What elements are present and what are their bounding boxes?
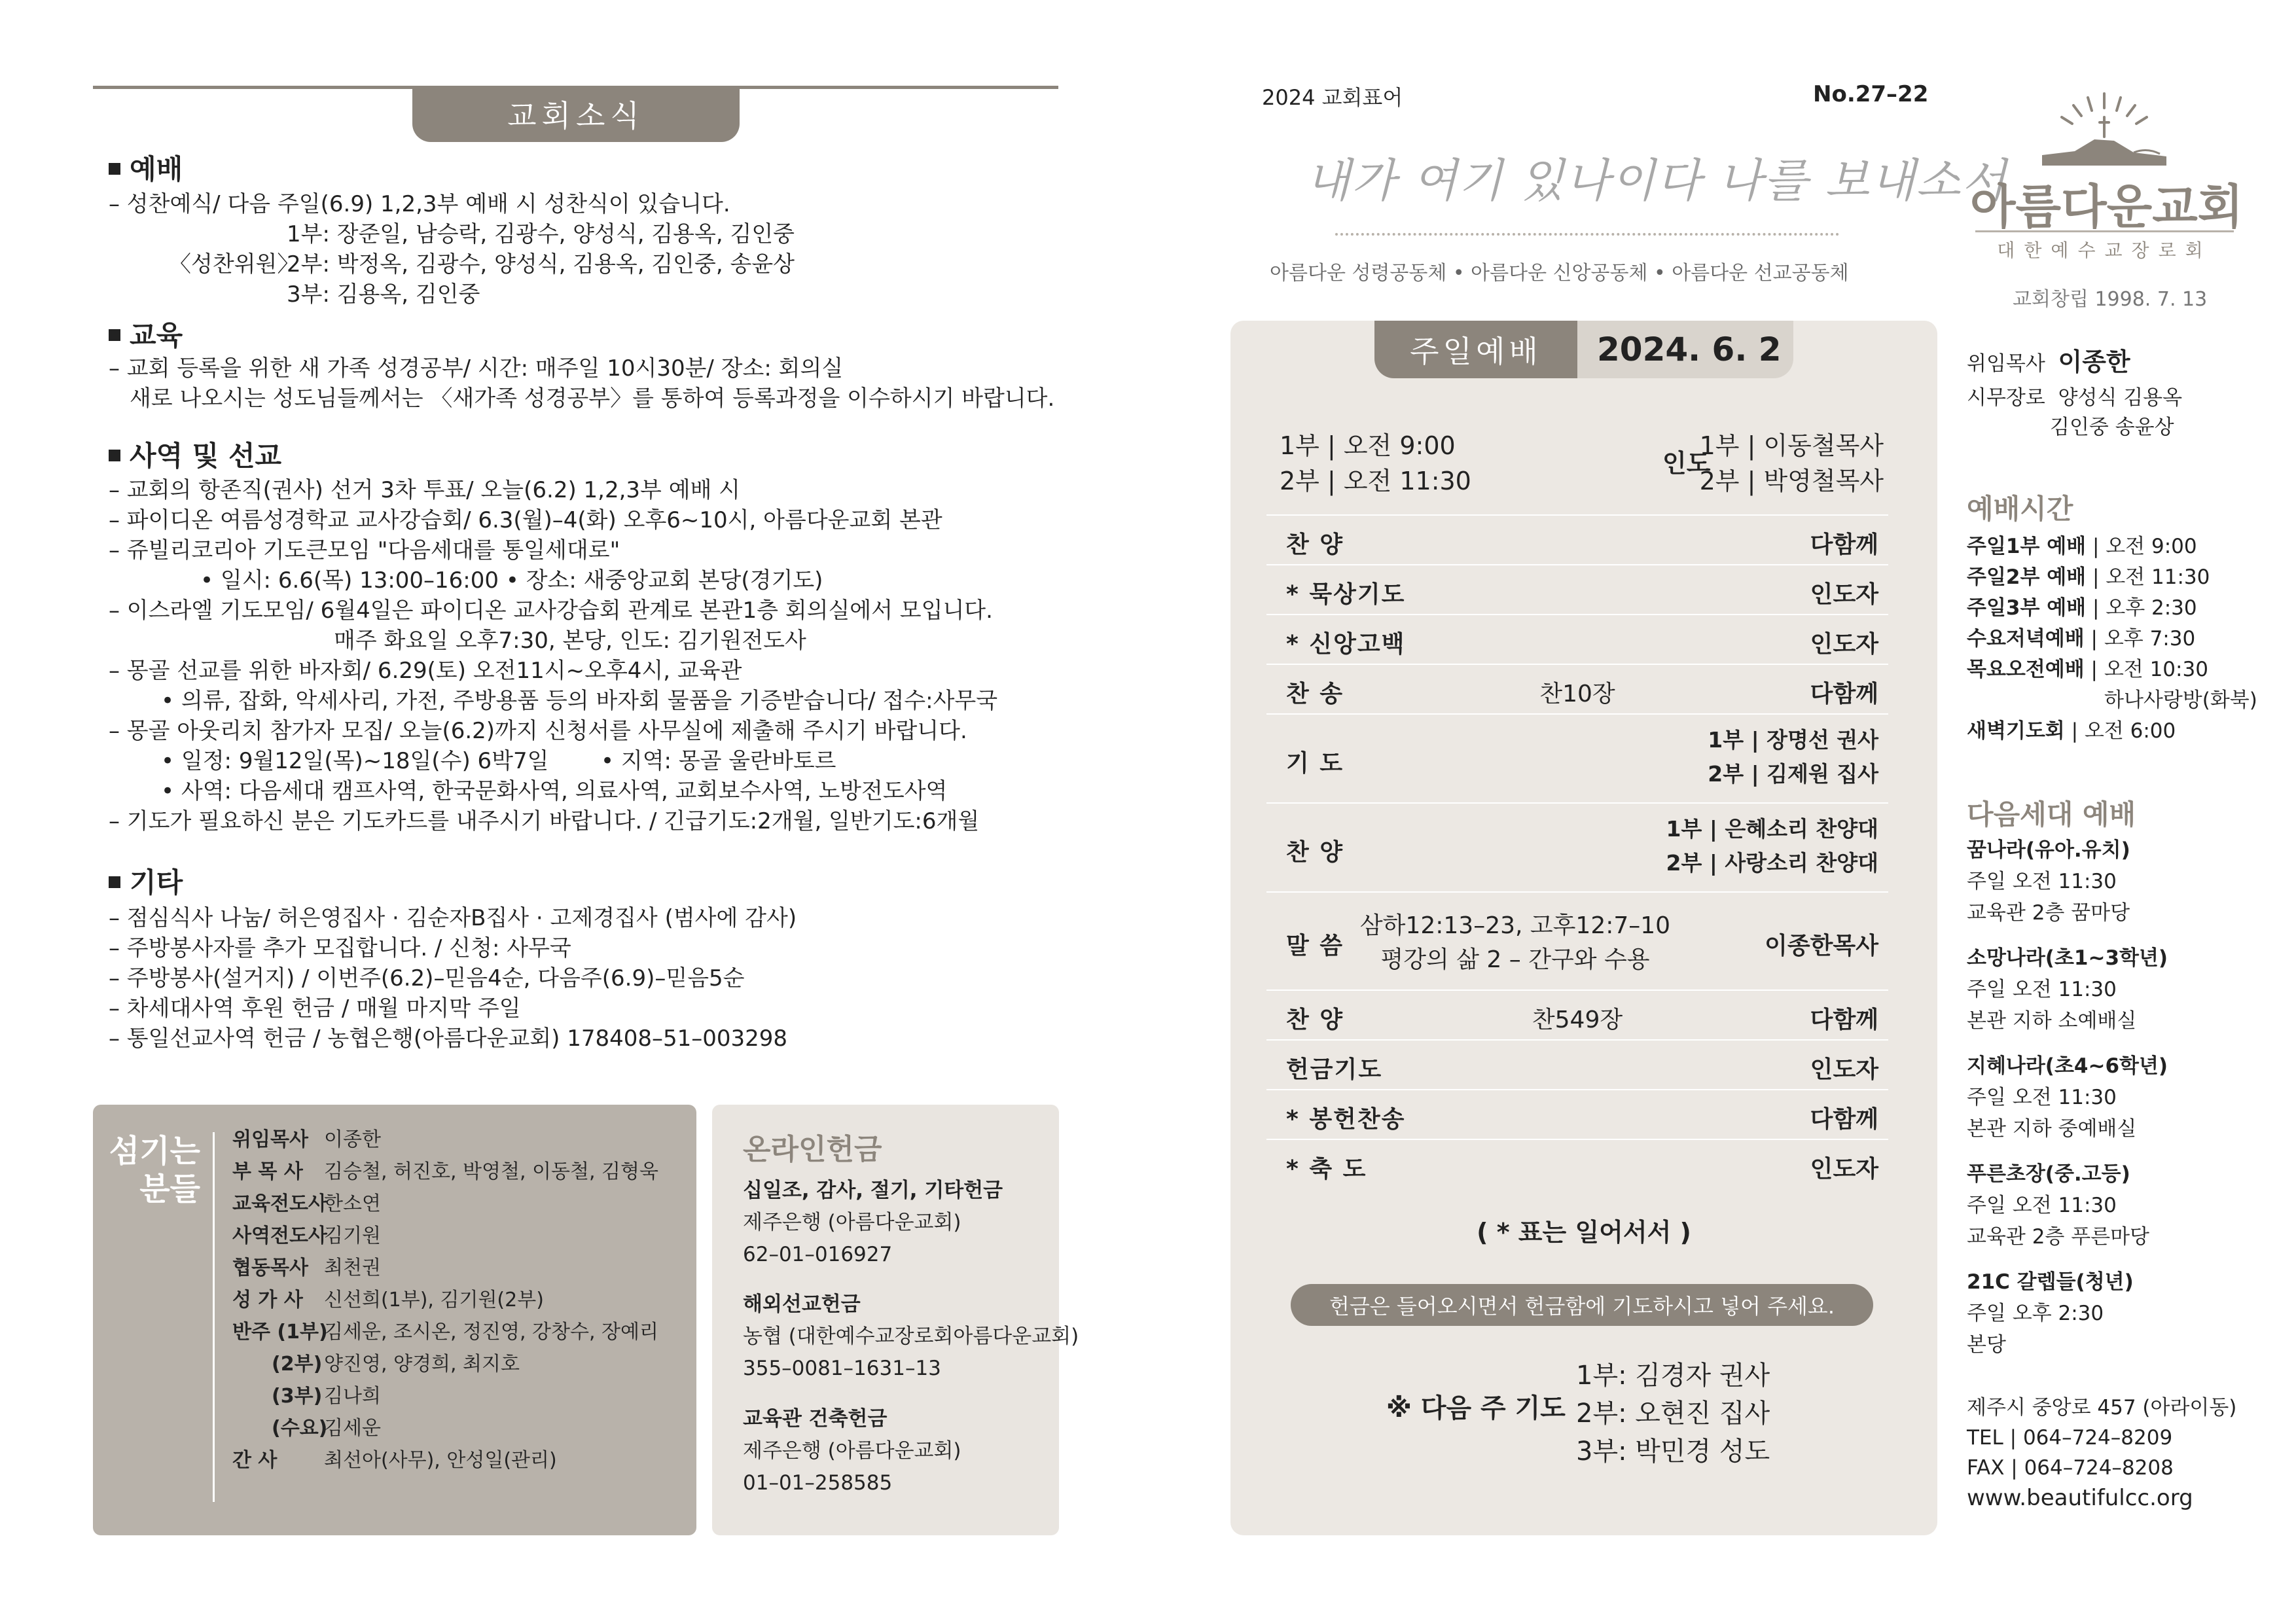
telephone: TEL | 064–724–8209 xyxy=(1967,1426,2173,1450)
servants-divider xyxy=(213,1132,215,1502)
next-gen-place: 본관 지하 소예배실 xyxy=(1967,1009,2137,1033)
servant-name: 김기원 xyxy=(324,1224,381,1247)
church-logo-icon xyxy=(2036,88,2173,173)
news-line: – 이스라엘 기도모임/ 6월4일은 파이디온 교사강습회 관계로 본관1층 회의실에서 모입니다. xyxy=(109,597,993,624)
established-date: 교회창립 1998. 7. 13 xyxy=(2013,288,2208,311)
servant-role: 성 가 사 xyxy=(232,1289,303,1311)
servant-row xyxy=(232,1351,520,1378)
next-gen-time: 주일 오전 11:30 xyxy=(1967,870,2117,893)
order-item-name: * 묵상기도 xyxy=(1286,581,1406,608)
elders-line: 시무장로 양성식 김용옥 xyxy=(1967,386,2183,410)
news-line: – 점심식사 나눔/ 허은영집사 · 김순자B집사 · 고제경집사 (범사에 감사) xyxy=(109,905,797,931)
next-gen-name: 소망나라(초1~3학년) xyxy=(1967,946,2168,970)
news-line: – 교회의 항존직(권사) 선거 3차 투표/ 오늘(6.2) 1,2,3부 예배 시 xyxy=(109,477,741,503)
next-generation-heading: 다음세대 예배 xyxy=(1967,798,2136,830)
service-time-row xyxy=(1967,593,2197,623)
order-item-leader: 인도자 xyxy=(1810,631,1878,658)
service-time-label: 주일3부 예배 xyxy=(1967,596,2087,620)
order-item-name: 말 씀 xyxy=(1286,933,1344,959)
order-item-leader: 다함께 xyxy=(1810,1007,1878,1033)
next-gen-place: 본관 지하 중예배실 xyxy=(1967,1117,2137,1141)
worship-news-heading: 예배 xyxy=(109,148,183,187)
order-item-detail: 찬10장 xyxy=(1539,681,1615,707)
news-line: • 의류, 잡화, 악세사리, 가전, 주방용품 등의 바자회 물품을 기증받습니다/ 접수:사무국 xyxy=(161,688,998,714)
news-line: – 교회 등록을 위한 새 가족 성경공부/ 시간: 매주일 10시30분/ 장소: 회의실 xyxy=(109,355,844,382)
square-bullet-icon xyxy=(109,163,120,175)
order-row xyxy=(1266,564,1888,615)
news-line: 3부: 김용옥, 김인중 xyxy=(287,281,480,308)
motto-label: 2024 교회표어 xyxy=(1262,85,1403,110)
servant-role: 사역전도사 xyxy=(232,1224,327,1247)
servant-role: 교육전도사 xyxy=(232,1192,327,1215)
offering-account: 62–01–016927 xyxy=(743,1243,893,1266)
order-row xyxy=(1266,990,1888,1041)
church-name: 아름다운교회 xyxy=(1970,179,2244,234)
news-line: • 지역: 몽골 울란바토르 xyxy=(601,748,836,774)
order-item-name: 찬 양 xyxy=(1286,1007,1344,1033)
order-item-leader: 다함께 xyxy=(1810,531,1878,558)
order-item-name: 기 도 xyxy=(1286,750,1344,777)
next-gen-time: 주일 오전 11:30 xyxy=(1967,1086,2117,1109)
next-gen-name: 지혜나라(초4~6학년) xyxy=(1967,1054,2168,1078)
next-gen-name: 푸른초장(중.고등) xyxy=(1967,1162,2130,1186)
standing-note: ( * 표는 일어서서 ) xyxy=(1477,1218,1691,1247)
servant-role: 협동목사 xyxy=(232,1257,308,1279)
order-item-leader: 다함께 xyxy=(1810,681,1878,707)
order-item-name: 찬 양 xyxy=(1286,531,1344,558)
order-item-name: * 신앙고백 xyxy=(1286,631,1406,658)
church-motto-verse: 내가 여기 있나이다 나를 보내소서 xyxy=(1306,154,2007,207)
news-line: • 일시: 6.6(목) 13:00–16:00 • 장소: 새중앙교회 본당(경기도) xyxy=(200,567,823,594)
news-line: 1부: 장준일, 남승락, 김광수, 양성식, 김용옥, 김인중 xyxy=(287,221,795,247)
order-item-name: * 봉헌찬송 xyxy=(1286,1106,1406,1133)
servant-name: 한소연 xyxy=(324,1192,381,1215)
next-gen-place: 교육관 2층 꿈마당 xyxy=(1967,901,2130,925)
order-row xyxy=(1266,1139,1888,1190)
order-item-detail: 찬549장 xyxy=(1532,1007,1623,1033)
next-gen-time: 주일 오전 11:30 xyxy=(1967,978,2117,1001)
news-line: 새로 나오시는 성도님들께서는 〈새가족 성경공부〉를 통하여 등록과정을 이수하시기 바랍니다. xyxy=(130,385,1055,412)
worship-tab: 주일예배 xyxy=(1374,321,1577,378)
offering-account: 355–0081–1631–13 xyxy=(743,1357,941,1380)
order-item-leader: 1부 | 장명선 권사 xyxy=(1708,727,1878,753)
worship-date: 2024. 6. 2 xyxy=(1597,330,1782,368)
etc-heading: 기타 xyxy=(109,861,183,901)
servant-row xyxy=(232,1127,381,1153)
sermon-scripture: 삼하12:13–23, 고후12:7–10 xyxy=(1359,912,1671,939)
order-item-name: 헌금기도 xyxy=(1286,1056,1383,1083)
order-item-name: * 축 도 xyxy=(1286,1156,1367,1183)
next-gen-time: 주일 오후 2:30 xyxy=(1967,1302,2104,1325)
order-row xyxy=(1266,713,1888,804)
news-line: • 일정: 9월12일(목)~18일(수) 6박7일 xyxy=(161,748,549,774)
servant-name: 김세운, 조시온, 정진영, 강창수, 장예리 xyxy=(324,1321,658,1344)
dotted-divider xyxy=(1335,233,1839,236)
news-line: 2부: 박정옥, 김광수, 양성식, 김용옥, 김인중, 송윤상 xyxy=(287,251,795,277)
servant-name: 김나희 xyxy=(324,1385,381,1408)
news-line: – 주방봉사(설거지) / 이번주(6.2)–믿음4순, 다음주(6.9)–믿음5순 xyxy=(109,965,745,991)
order-item-leader: 2부 | 김제원 집사 xyxy=(1708,761,1878,787)
mission-heading: 사역 및 선교 xyxy=(109,435,281,474)
offering-note: 헌금은 들어오시면서 헌금함에 기도하시고 넣어 주세요. xyxy=(1291,1284,1873,1326)
service-time-1: 1부 | 오전 9:00 xyxy=(1280,431,1456,460)
order-row xyxy=(1266,614,1888,665)
service-time-row xyxy=(1967,654,2208,685)
order-item-leader: 다함께 xyxy=(1810,1106,1878,1133)
square-bullet-icon xyxy=(109,450,120,461)
servant-role: (2부) xyxy=(272,1353,323,1376)
servant-row xyxy=(232,1448,557,1474)
servant-row xyxy=(232,1383,381,1410)
servants-title: 섬기는 분들 xyxy=(109,1133,200,1207)
elders-line-2: 김인중 송윤상 xyxy=(2050,416,2174,439)
servant-name: 이종한 xyxy=(324,1128,381,1151)
news-line: – 파이디온 여름성경학교 교사강습회/ 6.3(월)–4(화) 오후6~10시, 아름다운교회 본관 xyxy=(109,507,942,533)
order-item-leader: 1부 | 은혜소리 찬양대 xyxy=(1666,816,1878,842)
leader-label: 인도 xyxy=(1662,449,1711,478)
next-prayer-1: 1부: 김경자 권사 xyxy=(1576,1361,1770,1391)
servant-row xyxy=(232,1223,381,1249)
leader-2: 2부 | 박영철목사 xyxy=(1699,467,1884,495)
denomination: 대한예수교장로회 xyxy=(1975,230,2234,262)
servant-role: 위임목사 xyxy=(232,1128,308,1151)
news-line: – 주방봉사자를 추가 모집합니다. / 신청: 사무국 xyxy=(109,935,571,961)
offering-group-title: 해외선교헌금 xyxy=(743,1293,861,1316)
issue-number: No.27–22 xyxy=(1813,81,1929,107)
news-line: 매주 화요일 오후7:30, 본당, 인도: 김기원전도사 xyxy=(334,628,806,654)
square-bullet-icon xyxy=(109,876,120,888)
servant-name: 김승철, 허진호, 박영철, 이동철, 김형욱 xyxy=(324,1160,658,1183)
offering-group-title: 교육관 건축헌금 xyxy=(743,1407,888,1431)
offering-bank: 농협 (대한예수교장로회아름다운교회) xyxy=(743,1325,1079,1348)
news-line: – 쥬빌리코리아 기도큰모임 "다음세대를 통일세대로" xyxy=(109,537,620,563)
next-gen-name: 21C 갈렙들(청년) xyxy=(1967,1270,2134,1294)
servant-row xyxy=(232,1255,381,1281)
website-link[interactable]: www.beautifulcc.org xyxy=(1967,1485,2193,1511)
order-row xyxy=(1266,1039,1888,1090)
order-row xyxy=(1266,664,1888,715)
service-time-label: 수요저녁예배 xyxy=(1967,627,2085,651)
servant-row xyxy=(232,1159,658,1185)
service-times-heading: 예배시간 xyxy=(1967,493,2073,525)
service-time-value: | 오후 2:30 xyxy=(2086,596,2197,620)
order-row xyxy=(1266,891,1888,991)
order-row xyxy=(1266,1089,1888,1140)
servant-name: 최천권 xyxy=(324,1257,381,1279)
address: 제주시 중앙로 457 (아라이동) xyxy=(1967,1396,2237,1419)
service-time-row xyxy=(1967,624,2195,654)
next-gen-place: 본당 xyxy=(1967,1333,2006,1357)
news-line: 〈성찬위원〉 xyxy=(169,251,300,277)
offering-account: 01–01–258585 xyxy=(743,1471,893,1495)
order-row xyxy=(1266,802,1888,893)
service-time-value: | 오전 6:00 xyxy=(2064,719,2176,743)
service-time-row xyxy=(1967,531,2197,562)
service-time-label: 주일1부 예배 xyxy=(1967,535,2087,558)
order-row xyxy=(1266,514,1888,565)
next-gen-name: 꿈나라(유아.유치) xyxy=(1967,838,2130,862)
service-time-label: 주일2부 예배 xyxy=(1967,565,2087,589)
order-item-leader: 2부 | 사랑소리 찬양대 xyxy=(1666,850,1878,876)
order-item-leader: 이종한목사 xyxy=(1765,933,1878,959)
service-time-row xyxy=(2104,685,2257,715)
servant-name: 최선아(사무), 안성일(관리) xyxy=(324,1449,557,1472)
news-line: – 기도가 필요하신 분은 기도카드를 내주시기 바랍니다. / 긴급기도:2개월, 일반기도:6개월 xyxy=(109,808,980,834)
community-slogans: 아름다운 성령공동체 • 아름다운 신앙공동체 • 아름다운 선교공동체 xyxy=(1270,262,1849,285)
service-time-row xyxy=(1967,562,2210,592)
servant-role: 반주 (1부) xyxy=(232,1321,328,1344)
sermon-title: 평강의 삶 2 – 간구와 수용 xyxy=(1380,946,1650,973)
news-line: – 통일선교사역 헌금 / 농협은행(아름다운교회) 178408–51–003298 xyxy=(109,1026,788,1052)
order-item-name: 찬 송 xyxy=(1286,681,1344,707)
news-line: – 성찬예식/ 다음 주일(6.9) 1,2,3부 예배 시 성찬식이 있습니다. xyxy=(109,191,730,217)
offering-bank: 제주은행 (아름다운교회) xyxy=(743,1211,961,1234)
service-time-label: 목요오전예배 xyxy=(1967,658,2085,681)
servant-role: 부 목 사 xyxy=(232,1160,303,1183)
next-gen-place: 교육관 2층 푸른마당 xyxy=(1967,1225,2149,1249)
news-tab: 교회소식 xyxy=(412,86,740,142)
servant-row xyxy=(232,1287,544,1313)
service-time-2: 2부 | 오전 11:30 xyxy=(1280,467,1471,495)
next-gen-time: 주일 오전 11:30 xyxy=(1967,1194,2117,1217)
service-time-value: | 오후 7:30 xyxy=(2084,627,2196,651)
servant-name: 김세운 xyxy=(324,1417,381,1440)
servant-name: 양진영, 양경희, 최지호 xyxy=(324,1353,520,1376)
service-time-value: | 오전 9:00 xyxy=(2086,535,2197,558)
online-offering-title: 온라인헌금 xyxy=(743,1133,882,1166)
next-prayer-3: 3부: 박민경 성도 xyxy=(1576,1436,1770,1467)
servant-row xyxy=(232,1191,381,1217)
servant-name: 신선희(1부), 김기원(2부) xyxy=(324,1289,544,1311)
education-heading: 교육 xyxy=(109,314,183,353)
service-time-value: 하나사랑방(화북) xyxy=(2104,688,2257,712)
service-time-value: | 오전 10:30 xyxy=(2084,658,2208,681)
leader-1: 1부 | 이동철목사 xyxy=(1699,431,1884,460)
order-item-name: 찬 양 xyxy=(1286,839,1344,866)
order-item-leader: 인도자 xyxy=(1810,581,1878,608)
news-line: – 몽골 선교를 위한 바자회/ 6.29(토) 오전11시~오후4시, 교육관 xyxy=(109,658,742,684)
servant-role: 간 사 xyxy=(232,1449,278,1472)
square-bullet-icon xyxy=(109,329,120,341)
fax: FAX | 064–724–8208 xyxy=(1967,1456,2174,1480)
next-prayer-2: 2부: 오현진 집사 xyxy=(1576,1399,1770,1429)
service-time-value: | 오전 11:30 xyxy=(2086,565,2210,589)
pastor-line: 위임목사 이종한 xyxy=(1967,348,2130,376)
news-line: – 차세대사역 후원 헌금 / 매월 마지막 주일 xyxy=(109,995,521,1022)
order-item-leader: 인도자 xyxy=(1810,1056,1878,1083)
offering-bank: 제주은행 (아름다운교회) xyxy=(743,1439,961,1463)
servant-role: (3부) xyxy=(272,1385,323,1408)
servant-row xyxy=(232,1416,381,1442)
service-time-label: 새벽기도회 xyxy=(1967,719,2065,743)
service-time-row xyxy=(1967,716,2176,746)
servant-row xyxy=(232,1319,658,1346)
news-line: • 사역: 다음세대 캠프사역, 한국문화사역, 의료사역, 교회보수사역, 노방전도사역 xyxy=(161,778,948,804)
servant-role: (수요) xyxy=(272,1417,328,1440)
offering-group-title: 십일조, 감사, 절기, 기타헌금 xyxy=(743,1179,1003,1202)
order-item-leader: 인도자 xyxy=(1810,1156,1878,1183)
next-week-prayer-label: ※ 다음 주 기도 xyxy=(1386,1393,1566,1423)
news-line: – 몽골 아웃리치 참가자 모집/ 오늘(6.2)까지 신청서를 사무실에 제출해 주시기 바랍니다. xyxy=(109,718,967,744)
